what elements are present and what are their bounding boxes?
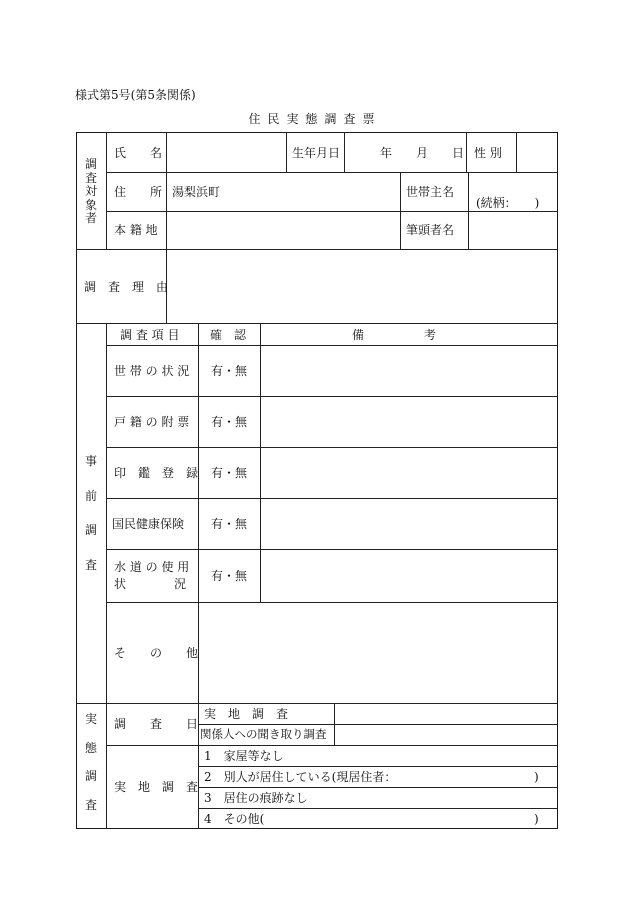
option-other-resident-close: ) — [534, 770, 539, 784]
row-divider — [106, 549, 558, 550]
row-divider — [106, 447, 558, 448]
row-divider — [198, 808, 558, 809]
row-divider — [106, 396, 558, 397]
option-other-close: ) — [534, 812, 539, 826]
prior-confirm-household: 有・無 — [211, 364, 248, 378]
prior-confirm-water: 有・無 — [211, 569, 248, 583]
prior-item-water-line1: 水 道 の 使 用 — [114, 560, 190, 574]
col-divider — [166, 132, 167, 323]
option-no-house: 1 家屋等なし — [204, 749, 284, 763]
row-divider — [106, 211, 558, 212]
row-divider — [106, 345, 558, 346]
address-label: 住 所 — [114, 185, 163, 199]
row-divider — [106, 745, 558, 746]
subject-section-label: 調 査 対 象 者 — [85, 157, 98, 225]
address-value: 湯梨浜町 — [172, 185, 221, 199]
actual-section-label: 実 態 調 査 — [85, 712, 98, 812]
col-divider — [468, 172, 469, 249]
row-divider — [106, 602, 558, 603]
survey-date-label: 調 査 日 — [114, 717, 199, 731]
col-divider — [286, 132, 287, 172]
row-divider — [106, 498, 558, 499]
row-divider — [76, 249, 558, 250]
col-divider — [198, 323, 199, 829]
row-divider — [76, 323, 558, 324]
col-divider — [260, 323, 261, 602]
gender-label: 性 別 — [474, 146, 502, 160]
prior-item-insurance: 国民健康保険 — [112, 517, 185, 531]
col-header-item: 調 査 項 目 — [120, 328, 180, 342]
option-other-resident: 2 別人が居住している(現居住者： — [204, 770, 397, 784]
household-head-label: 世帯主名 — [406, 185, 455, 199]
col-header-notes: 備 考 — [352, 328, 437, 342]
prior-item-water-line2: 状 況 — [114, 577, 187, 591]
form-title: 住民実態調査票 — [248, 112, 382, 126]
col-divider — [106, 323, 107, 829]
relationship-field: (続柄： ) — [476, 196, 540, 210]
prior-confirm-family-register: 有・無 — [211, 415, 248, 429]
birth-day-unit: 日 — [452, 146, 465, 160]
prior-item-family-register: 戸 籍 の 附 票 — [114, 415, 190, 429]
interview-survey-label: 関係人への聞き取り調査 — [200, 727, 327, 741]
prior-confirm-seal: 有・無 — [211, 466, 248, 480]
form-number: 様式第5号(第5条関係) — [75, 88, 196, 102]
option-no-trace: 3 居住の痕跡なし — [204, 791, 308, 805]
reason-label: 調 査 理 由 — [84, 280, 169, 294]
row-divider — [106, 172, 558, 173]
birth-year-unit: 年 — [380, 146, 393, 160]
prior-item-other: そ の 他 — [114, 646, 199, 660]
option-other: 4 その他( — [204, 812, 265, 826]
col-header-confirm: 確 認 — [210, 328, 247, 342]
row-divider — [76, 703, 558, 704]
col-divider — [400, 172, 401, 249]
col-divider — [106, 132, 107, 249]
onsite-survey-label: 実 地 調 査 — [204, 707, 289, 721]
col-divider — [466, 132, 467, 172]
row-divider — [198, 724, 558, 725]
name-label: 氏 名 — [114, 146, 163, 160]
col-divider — [344, 132, 345, 172]
birth-month-unit: 月 — [416, 146, 429, 160]
onsite-survey-row-label: 実 地 調 査 — [114, 780, 199, 794]
prior-item-household: 世 帯 の 状 況 — [114, 364, 190, 378]
prior-confirm-insurance: 有・無 — [211, 517, 248, 531]
col-divider — [334, 703, 335, 745]
family-head-label: 筆頭者名 — [406, 223, 455, 237]
domicile-label: 本 籍 地 — [114, 223, 158, 237]
prior-item-seal: 印 鑑 登 録 — [114, 466, 199, 480]
row-divider — [198, 766, 558, 767]
row-divider — [198, 787, 558, 788]
col-divider — [516, 132, 517, 172]
prior-section-label: 事 前 調 査 — [85, 454, 98, 572]
birth-date-label: 生年月日 — [292, 146, 341, 160]
